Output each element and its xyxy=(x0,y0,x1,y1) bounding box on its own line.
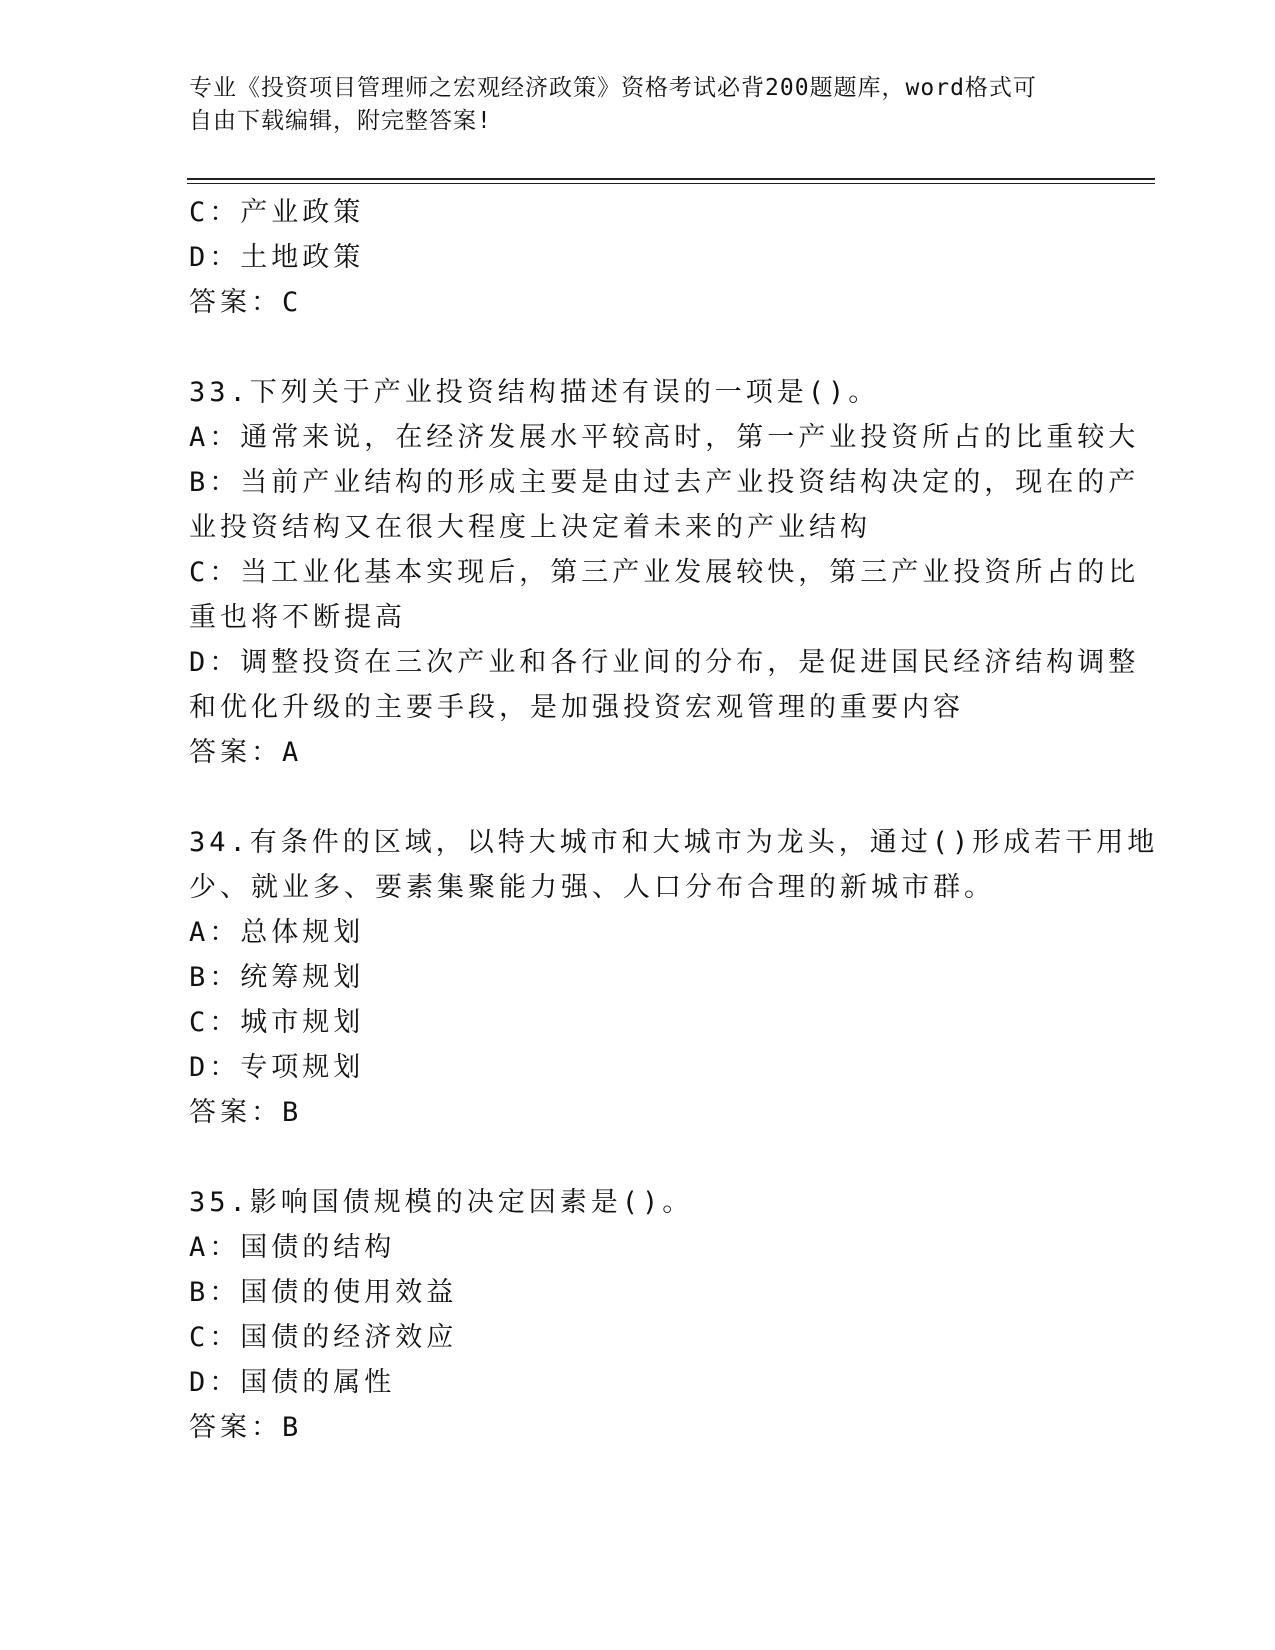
option-a: A：国债的结构 xyxy=(189,1232,396,1263)
question-stem: 33.下列关于产业投资结构描述有误的一项是()。 xyxy=(189,377,880,408)
answer-line: 答案：B xyxy=(189,1412,303,1443)
option-c: C：产业政策 xyxy=(189,197,365,228)
option-c: C：当工业化基本实现后，第三产业发展较快，第三产业投资所占的比 xyxy=(189,557,1140,588)
answer-line: 答案：B xyxy=(189,1097,303,1128)
option-c-cont: 重也将不断提高 xyxy=(189,602,406,633)
header-divider xyxy=(187,178,1155,184)
option-c: C：国债的经济效应 xyxy=(189,1322,458,1353)
option-d: D：专项规划 xyxy=(189,1052,365,1083)
header-title-line1: 专业《投资项目管理师之宏观经济政策》资格考试必背200题题库，word格式可 xyxy=(189,75,1037,101)
option-c: C：城市规划 xyxy=(189,1007,365,1038)
answer-line: 答案：C xyxy=(189,287,303,318)
option-a: A：总体规划 xyxy=(189,917,365,948)
option-b: B：当前产业结构的形成主要是由过去产业投资结构决定的，现在的产 xyxy=(189,467,1140,498)
spacer xyxy=(189,1135,1089,1180)
option-d: D：国债的属性 xyxy=(189,1367,396,1398)
question-stem: 35.影响国债规模的决定因素是()。 xyxy=(189,1187,694,1218)
question-34 xyxy=(189,820,1159,1135)
option-b: B：统筹规划 xyxy=(189,962,365,993)
header-title-line2: 自由下载编辑，附完整答案! xyxy=(189,108,492,134)
page-header xyxy=(189,72,1069,138)
option-d-cont: 和优化升级的主要手段，是加强投资宏观管理的重要内容 xyxy=(189,692,964,723)
option-d: D：调整投资在三次产业和各行业间的分布，是促进国民经济结构调整 xyxy=(189,647,1140,678)
spacer xyxy=(189,325,1089,370)
prev-question-tail xyxy=(189,190,1089,325)
question-stem-cont: 少、就业多、要素集聚能力强、人口分布合理的新城市群。 xyxy=(189,872,995,903)
question-stem: 34.有条件的区域，以特大城市和大城市为龙头，通过()形成若干用地 xyxy=(189,827,1159,858)
question-35 xyxy=(189,1180,1089,1450)
option-b-cont: 业投资结构又在很大程度上决定着未来的产业结构 xyxy=(189,512,871,543)
option-b: B：国债的使用效益 xyxy=(189,1277,458,1308)
option-d: D：土地政策 xyxy=(189,242,365,273)
option-a: A：通常来说，在经济发展水平较高时，第一产业投资所占的比重较大 xyxy=(189,422,1140,453)
spacer xyxy=(189,775,1089,820)
answer-line: 答案：A xyxy=(189,737,303,768)
question-33 xyxy=(189,370,1140,775)
question-content xyxy=(189,190,1159,1450)
